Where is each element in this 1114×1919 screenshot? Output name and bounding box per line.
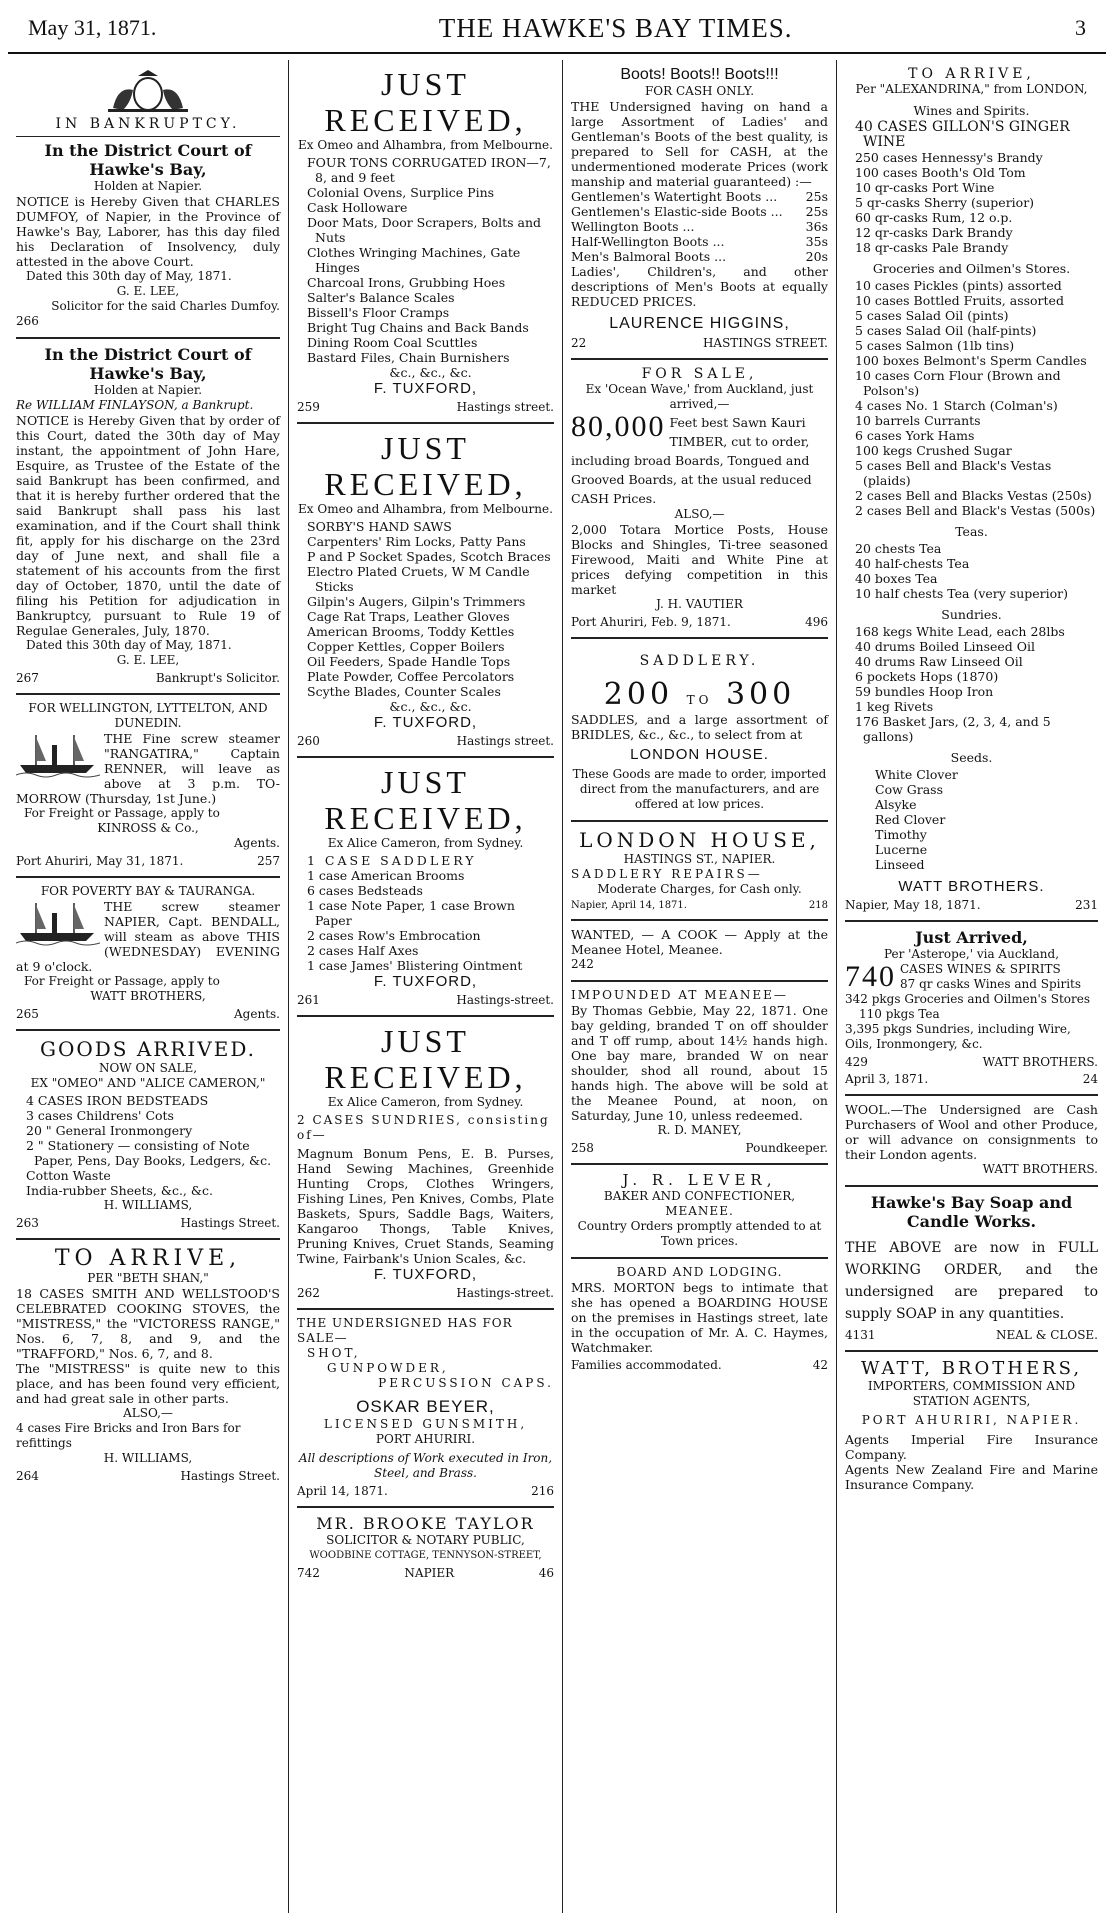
column-4 — [836, 60, 1106, 1913]
goods-item: Cow Grass — [875, 782, 944, 797]
goods-item: India-rubber Sheets, &c., &c. — [26, 1183, 213, 1198]
goods-item: 40 drums Boiled Linseed Oil — [855, 639, 1036, 654]
section-heading: Teas. — [955, 524, 988, 539]
shipping-rangatira — [16, 695, 280, 878]
ad-title: TO ARRIVE, — [908, 66, 1035, 82]
gunsmith-ad — [297, 1310, 554, 1508]
sailing-body: THE screw steamer NAPIER, Capt. BENDALL, will steam as above THIS (WEDNESDAY) EVENING at 9 o'clock. — [16, 899, 280, 974]
boots-ad — [571, 60, 828, 360]
goods-item: 100 boxes Belmont's Sperm Candles — [855, 353, 1087, 368]
goods-arrived-ad — [16, 1031, 280, 1240]
freight-line: For Freight or Passage, apply to — [24, 806, 220, 820]
issue-date: May 31, 1871. — [28, 15, 157, 40]
ad-number-2: 24 — [1082, 1072, 1098, 1086]
goods-item: 60 qr-casks Rum, 12 o.p. — [855, 210, 1013, 225]
goods-item: 6 cases Bedsteads — [307, 883, 423, 898]
goods-item: CASES WINES & SPIRITS — [900, 962, 1061, 976]
goods-item: 5 cases Salad Oil (half-pints) — [855, 323, 1037, 338]
ad-subtitle: NOW ON SALE, — [98, 1061, 198, 1075]
board-tail: Families accommodated. — [571, 1358, 722, 1372]
shipping-napier — [16, 878, 280, 1031]
goods-item: Dining Room Coal Scuttles — [307, 335, 478, 350]
ad-title: JUST RECEIVED, — [324, 764, 527, 836]
sundries-lead: 2 CASES SUNDRIES, consisting of— — [297, 1113, 550, 1142]
goods-item: 1 case James' Blistering Ointment — [307, 958, 523, 973]
ad-signer: R. D. MANEY, — [657, 1123, 742, 1137]
notice-signer: G. E. LEE, — [116, 653, 180, 667]
goods-item: 100 kegs Crushed Sugar — [855, 443, 1012, 458]
goods-item: Copper Kettles, Copper Boilers — [307, 639, 505, 654]
freight-line: For Freight or Passage, apply to — [24, 974, 220, 988]
london-house-ad — [571, 822, 828, 921]
goods-item: Bissell's Floor Cramps — [307, 305, 450, 320]
goods-item: Scythe Blades, Counter Scales — [307, 684, 501, 699]
range-to: 300 — [725, 677, 796, 712]
ad-subtitle: FOR CASH ONLY. — [644, 84, 755, 98]
goods-item: 4 cases No. 1 Starch (Colman's) — [855, 398, 1058, 413]
goods-item: Lucerne — [875, 842, 928, 857]
ad-number: 496 — [805, 615, 828, 629]
agents-label: Agents. — [234, 836, 280, 850]
sundries-body: Magnum Bonum Pens, E. B. Purses, Hand Sewing Machines, Greenhide Hunting Crops, Clothes Wringers, Fishing Lines, Pen Knives, Combs, Plate Baskets, Spurs, Saddle Bags, Waiters, Kangaroo Thongs, Table Knives, Pruning Knives, Cruet Stands, Seaming Twine, Fairbank's Union Scales, &c. — [297, 1146, 554, 1266]
goods-item: 1 keg Rivets — [855, 699, 934, 714]
ad-number: 42 — [812, 1358, 828, 1372]
ad-title: Just Arrived, — [915, 928, 1028, 947]
agent-name: KINROSS & Co., — [97, 821, 199, 835]
wool-ad — [845, 1096, 1098, 1187]
goods-item: Bastard Files, Chain Burnishers — [307, 350, 510, 365]
gunsmith-lead: THE UNDERSIGNED HAS FOR SALE— — [297, 1316, 513, 1345]
gunsmith-role: LICENSED GUNSMITH, — [323, 1417, 528, 1431]
ad-place-date: Napier, May 18, 1871. — [845, 898, 981, 912]
columns — [8, 60, 1106, 1913]
goods-item: 59 bundles Hoop Iron — [855, 684, 994, 699]
goods-item: 5 cases Salmon (1lb tins) — [855, 338, 1015, 353]
goods-item: Cask Holloware — [307, 200, 408, 215]
goods-item: 20 " General Ironmongery — [26, 1123, 193, 1138]
goods-item: 40 drums Raw Linseed Oil — [855, 654, 1023, 669]
bankruptcy-notice-2 — [16, 339, 280, 695]
goods-item: 2 cases Row's Embrocation — [307, 928, 481, 943]
baker-name: J. R. LEVER, — [622, 1171, 777, 1189]
price-row: Gentlemen's Elastic-side Boots ... 25s — [571, 204, 828, 219]
range-to-word: TO — [686, 693, 713, 707]
ad-number: 22 — [571, 336, 587, 350]
cook-body: WANTED, — A COOK — Apply at the Meanee Hotel, Meanee. — [571, 927, 828, 957]
goods-item: 176 Basket Jars, (2, 3, 4, and 5 gallons) — [855, 714, 1051, 744]
goods-item: 87 qr casks Wines and Spirits — [900, 977, 1082, 991]
goods-item: 100 cases Booth's Old Tom — [855, 165, 1026, 180]
goods-item: Gilpin's Augers, Gilpin's Trimmers — [307, 594, 526, 609]
notice-signer: G. E. LEE, — [116, 284, 180, 298]
goods-item: Cotton Waste — [26, 1168, 111, 1183]
ad-title: JUST RECEIVED, — [324, 66, 527, 138]
wool-body: WOOL.—The Undersigned are Cash Purchasers of Wool and other Produce, or will advance on consignments to their London agents. — [845, 1102, 1098, 1162]
notice-body: NOTICE is Hereby Given that by order of this Court, dated the 30th day of May instant, the appointment of John Hare, Esquire, as Trustee of the Estate of the said Bankrupt has been confirmed, and that it is hereby further ordered that the said Bankrupt shall pass his last examination, and if the Court shall think fit, apply for his discharge on the 23rd day of June next, and shall file a statement of his accounts from the first day of October, 1870, until the date of filing his Petition for adjudication in Bankruptcy, pursuant to Rule 19 of Regulae Generales, July, 1870. — [16, 413, 280, 638]
goods-item: Oil Feeders, Spade Handle Tops — [307, 654, 511, 669]
goods-item: 5 qr-casks Sherry (superior) — [855, 195, 1035, 210]
masthead — [28, 6, 1086, 50]
goods-item: Timothy — [875, 827, 927, 842]
goods-item: 3,395 pkgs Sundries, including Wire, Oils, Ironmongery, &c. — [845, 1022, 1071, 1051]
boots-body: THE Undersigned having on hand a large Assortment of Ladies' and Gentleman's Boots of the best quality, is prepared to Sell for CASH, at the undermentioned moderate Prices (work manship and material guaranteed) :— — [571, 99, 828, 189]
goods-item: &c., &c., &c. — [389, 365, 472, 380]
repairs-charges: Moderate Charges, for Cash only. — [597, 882, 802, 896]
ad-number: 262 — [297, 1286, 320, 1300]
timber-body-2: 2,000 Totara Mortice Posts, House Blocks and Shingles, Ti-tree seasoned Firewood, Maiti and White Pine at prices defying competition in this market — [571, 522, 828, 597]
saddlery-body: SADDLES, and a large assortment of BRIDLES, &c., &c., to select from at — [571, 712, 828, 742]
ad-number: 242 — [571, 957, 594, 971]
ad-number: 261 — [297, 993, 320, 1007]
ad-signer: WATT BROTHERS. — [898, 878, 1045, 895]
ad-signer: F. TUXFORD, — [373, 714, 478, 731]
gunsmith-name: OSKAR BEYER, — [356, 1397, 495, 1416]
ad-number-2: 46 — [538, 1566, 554, 1580]
ad-ex-line: Ex 'Ocean Wave,' from Auckland, just arrived,— — [585, 382, 814, 411]
goods-item: American Brooms, Toddy Kettles — [307, 624, 515, 639]
cases-quantity: 740 — [845, 960, 896, 993]
royal-crest-icon — [93, 68, 203, 114]
saddle-range — [571, 677, 828, 712]
ad-signer: WATT BROTHERS. — [982, 1055, 1098, 1069]
stoves-extra: 4 cases Fire Bricks and Iron Bars for refittings — [16, 1421, 241, 1450]
boots-price-list — [571, 189, 828, 264]
ad-signer: F. TUXFORD, — [373, 380, 478, 397]
goods-item: 10 qr-casks Port Wine — [855, 180, 995, 195]
baker-role: BAKER AND CONFECTIONER, — [603, 1189, 796, 1203]
sailing-place-date: Port Ahuriri, May 31, 1871. — [16, 854, 184, 868]
price-row: Wellington Boots ... 36s — [571, 219, 828, 234]
timber-quantity: 80,000 — [571, 410, 666, 443]
ad-number: 258 — [571, 1141, 594, 1155]
goods-item: Clothes Wringing Machines, Gate Hinges — [307, 245, 521, 275]
ad-number: 429 — [845, 1055, 868, 1069]
goods-item: Plate Powder, Coffee Percolators — [307, 669, 515, 684]
solicitor-city: NAPIER — [404, 1566, 455, 1580]
ad-number: 263 — [16, 1216, 39, 1230]
route-heading: FOR POVERTY BAY & TAURANGA. — [40, 884, 256, 898]
price-row: Men's Balmoral Boots ... 20s — [571, 249, 828, 264]
ad-title: SADDLERY. — [639, 653, 760, 669]
repairs-line: SADDLERY REPAIRS— — [571, 867, 763, 881]
ad-street: Hastings-street. — [456, 1286, 554, 1300]
ad-per-line: PER "BETH SHAN," — [87, 1271, 209, 1285]
range-from: 200 — [603, 677, 674, 712]
gunsmith-desc: All descriptions of Work executed in Iron, Steel, and Brass. — [298, 1451, 553, 1480]
goods-item: 250 cases Hennessy's Brandy — [855, 150, 1043, 165]
notice-dated: Dated this 30th day of May, 1871. — [26, 638, 232, 652]
court-holden: Holden at Napier. — [93, 383, 203, 397]
ad-ex-line: Ex Omeo and Alhambra, from Melbourne. — [298, 138, 553, 152]
wanted-cook-ad — [571, 921, 828, 982]
goods-item: 5 cases Salad Oil (pints) — [855, 308, 1009, 323]
bankruptcy-notice-1 — [16, 60, 280, 339]
store-address: HASTINGS ST., NAPIER. — [623, 852, 776, 866]
goods-item: 1 CASE SADDLERY — [307, 853, 477, 868]
goods-item: 168 kegs White Lead, each 28lbs — [855, 624, 1065, 639]
goods-item: 1 case Note Paper, 1 case Brown Paper — [307, 898, 515, 928]
solicitor-ad — [297, 1508, 554, 1588]
notice-body: NOTICE is Hereby Given that CHARLES DUMFOY, of Napier, in the Province of Hawke's Bay, Laborer, has this day filed his Declaration of Insolvency, duly attested in the above Court. — [16, 194, 280, 269]
bankruptcy-label: IN BANKRUPTCY. — [55, 116, 241, 132]
board-body: MRS. MORTON begs to intimate that she has opened a BOARDING HOUSE on the premises in Hastings street, late in the occupation of Mr. A. C. Haymes, Watchmaker. — [571, 1280, 828, 1355]
notice-role: Bankrupt's Solicitor. — [155, 671, 280, 685]
goods-item: 10 cases Pickles (pints) assorted — [855, 278, 1062, 293]
soap-body: THE ABOVE are now in FULL WORKING ORDER, and the undersigned are prepared to supply SOAP in any quantities. — [845, 1240, 1098, 1322]
notice-role: Solicitor for the said Charles Dumfoy. — [51, 299, 280, 313]
goods-item: Colonial Ovens, Surplice Pins — [307, 185, 495, 200]
stoves-body: 18 CASES SMITH AND WELLSTOOD'S CELEBRATED COOKING STOVES, the "MISTRESS," the "VICTORESS RANGE," Nos. 6, 7, 8, and 9, and the "TRAFFORD," Nos. 6, 7, and 8. — [16, 1286, 280, 1361]
ad-signer: LAURENCE HIGGINS, — [609, 315, 790, 332]
goods-item: &c., &c., &c. — [389, 699, 472, 714]
goods-item: Cage Rat Traps, Leather Gloves — [307, 609, 510, 624]
goods-item: 342 pkgs Groceries and Oilmen's Stores — [845, 992, 1090, 1006]
to-arrive-stoves-ad — [16, 1240, 280, 1491]
store-name: LONDON HOUSE. — [630, 746, 769, 763]
solicitor-name: MR. BROOKE TAYLOR — [316, 1514, 535, 1533]
ad-street: Hastings Street. — [180, 1216, 280, 1230]
ad-role: Poundkeeper. — [745, 1141, 828, 1155]
board-lodging-ad — [571, 1259, 828, 1380]
goods-item: White Clover — [875, 767, 958, 782]
saddlery-ad — [571, 639, 828, 822]
goods-item: 110 pkgs Tea — [859, 1007, 940, 1021]
goods-item: FOUR TONS CORRUGATED IRON—7, 8, and 9 feet — [307, 155, 551, 185]
ad-signer: H. WILLIAMS, — [103, 1451, 193, 1465]
ad-street: Hastings street. — [456, 400, 554, 414]
column-1 — [8, 60, 288, 1913]
also-label: ALSO,— — [674, 507, 725, 521]
page-number: 3 — [1074, 15, 1086, 40]
goods-item: 40 CASES GILLON'S GINGER WINE — [855, 119, 1070, 150]
goods-item: Bright Tug Chains and Back Bands — [307, 320, 529, 335]
solicitor-role: SOLICITOR & NOTARY PUBLIC, — [326, 1533, 525, 1547]
price-row: Gentlemen's Watertight Boots ... 25s — [571, 189, 828, 204]
ad-date: April 3, 1871. — [845, 1072, 929, 1086]
route-heading: FOR WELLINGTON, LYTTELTON, AND DUNEDIN. — [28, 701, 268, 730]
goods-item: Linseed — [875, 857, 925, 872]
pound-body: By Thomas Gebbie, May 22, 1871. One bay gelding, branded T on off shoulder and T off rump, about 14½ hands high. One bay mare, branded W on near shoulder, shod all round, about 15 hands high. The above will be sold at the Meanee Pound, at noon, on Saturday, June 10, unless redeemed. — [571, 1003, 828, 1123]
goods-item: 12 qr-casks Dark Brandy — [855, 225, 1013, 240]
newspaper-title: THE HAWKE'S BAY TIMES. — [438, 12, 793, 43]
section-heading: Seeds. — [950, 750, 993, 765]
section-heading: Groceries and Oilmen's Stores. — [872, 261, 1071, 276]
court-holden: Holden at Napier. — [93, 179, 203, 193]
notice-number: 266 — [16, 314, 39, 328]
just-arrived-asterope-ad — [845, 922, 1098, 1096]
goods-item: 18 qr-casks Pale Brandy — [855, 240, 1009, 255]
ad-street: Hastings Street. — [180, 1469, 280, 1483]
baker-ad — [571, 1165, 828, 1259]
goods-item: 4 CASES IRON BEDSTEADS — [26, 1093, 209, 1108]
ad-number: 264 — [16, 1469, 39, 1483]
goods-item: 2 " Stationery — consisting of Note Paper, Pens, Day Books, Ledgers, &c. — [26, 1138, 272, 1168]
goods-item: 2 cases Bell and Blacks Vestas (250s) — [855, 488, 1092, 503]
agent-name: WATT BROTHERS, — [90, 989, 206, 1003]
ad-title: Hawke's Bay Soap and Candle Works. — [870, 1193, 1073, 1231]
ad-title: JUST RECEIVED, — [324, 1023, 527, 1095]
ad-signer: NEAL & CLOSE. — [996, 1328, 1098, 1342]
goods-item: 10 cases Corn Flour (Brown and Polson's) — [855, 368, 1061, 398]
ad-number: 259 — [297, 400, 320, 414]
to-arrive-alexandrina-ad — [845, 60, 1098, 922]
notice-number: 267 — [16, 671, 39, 685]
stoves-note: The "MISTRESS" is quite new to this place, and has been found very efficient, and had great sale in other parts. — [16, 1361, 280, 1406]
ad-signer: H. WILLIAMS, — [103, 1198, 193, 1212]
column-2 — [288, 60, 562, 1913]
ad-ex-line: Ex Omeo and Alhambra, from Melbourne. — [298, 502, 553, 516]
goods-item: Salter's Balance Scales — [307, 290, 455, 305]
firm-place: PORT AHURIRI, NAPIER. — [861, 1413, 1082, 1427]
just-received-ad-3 — [297, 758, 554, 1017]
ad-ex-line: EX "OMEO" AND "ALICE CAMERON," — [30, 1076, 266, 1090]
goods-item: Carpenters' Rim Locks, Patty Pans — [307, 534, 526, 549]
firm-name: WATT, BROTHERS, — [860, 1358, 1083, 1379]
ad-title: TO ARRIVE, — [54, 1246, 242, 1271]
gunsmith-item: GUNPOWDER, — [327, 1361, 449, 1375]
goods-item: 10 half chests Tea (very superior) — [855, 586, 1069, 601]
ad-title: FOR SALE, — [641, 366, 758, 382]
ad-number: 218 — [808, 900, 828, 911]
ad-street: Hastings-street. — [456, 993, 554, 1007]
ad-signer: WATT BROTHERS. — [982, 1162, 1098, 1176]
goods-item: 10 cases Bottled Fruits, assorted — [855, 293, 1064, 308]
court-heading: In the District Court of Hawke's Bay, — [44, 345, 252, 383]
just-received-ad-4 — [297, 1017, 554, 1310]
saddlery-body-2: These Goods are made to order, imported direct from the manufacturers, and are offered at low prices. — [572, 767, 827, 811]
ad-number: 216 — [531, 1484, 554, 1498]
ad-per-line: Per "ALEXANDRINA," from LONDON, — [855, 82, 1088, 96]
ad-number: 257 — [257, 854, 280, 868]
goods-item: 10 barrels Currants — [855, 413, 981, 428]
steamship-icon — [16, 899, 100, 947]
goods-item: 40 boxes Tea — [855, 571, 938, 586]
firm-agents-1: Agents Imperial Fire Insurance Company. — [845, 1432, 1098, 1462]
solicitor-address: WOODBINE COTTAGE, TENNYSON-STREET, — [309, 1550, 542, 1561]
ad-title: LONDON HOUSE, — [579, 828, 820, 852]
baker-note: Country Orders promptly attended to at Town prices. — [577, 1219, 822, 1248]
ad-number: 265 — [16, 1007, 39, 1021]
ad-date: Napier, April 14, 1871. — [571, 900, 687, 911]
ad-signer: F. TUXFORD, — [373, 1266, 478, 1283]
firm-agents-2: Agents New Zealand Fire and Marine Insurance Company. — [845, 1462, 1098, 1492]
ad-date: April 14, 1871. — [297, 1484, 388, 1498]
just-received-ad-2 — [297, 424, 554, 758]
ad-ex-line: Ex Alice Cameron, from Sydney. — [327, 1095, 524, 1109]
ad-number: 742 — [297, 1566, 320, 1580]
goods-item: SORBY'S HAND SAWS — [307, 519, 452, 534]
goods-item: 6 pockets Hops (1870) — [855, 669, 999, 684]
column-3 — [562, 60, 836, 1913]
ad-title: Boots! Boots!! Boots!!! — [620, 66, 779, 83]
ad-street: HASTINGS STREET. — [702, 336, 828, 350]
gunsmith-item: PERCUSSION CAPS. — [378, 1376, 554, 1390]
goods-item: 6 cases York Hams — [855, 428, 975, 443]
ad-signer: F. TUXFORD, — [373, 973, 478, 990]
also-label: ALSO,— — [123, 1406, 173, 1420]
soap-works-ad — [845, 1187, 1098, 1352]
sailing-body: THE Fine screw steamer "RANGATIRA," Captain RENNER, will leave as above at 3 p.m. TO-MORROW (Thursday, 1st June.) — [16, 731, 280, 806]
timber-body: Feet best Sawn Kauri TIMBER, cut to order, including broad Boards, Tongued and Grooved Boards, at the usual reduced CASH Prices. — [571, 415, 812, 506]
goods-item: Alsyke — [875, 797, 917, 812]
steamship-icon — [16, 731, 100, 779]
gunsmith-place: PORT AHURIRI. — [375, 1432, 476, 1446]
watt-brothers-ad — [845, 1352, 1098, 1500]
ad-number: 4131 — [845, 1328, 876, 1342]
goods-item: Red Clover — [875, 812, 946, 827]
court-heading: In the District Court of Hawke's Bay, — [44, 141, 252, 179]
ad-place-date: Port Ahuriri, Feb. 9, 1871. — [571, 615, 731, 629]
ad-ex-line: Ex Alice Cameron, from Sydney. — [327, 836, 524, 850]
ad-number: 231 — [1075, 898, 1098, 912]
ad-title: BOARD AND LODGING. — [616, 1265, 783, 1279]
goods-item: Electro Plated Cruets, W M Candle Sticks — [307, 564, 530, 594]
goods-item: 2 cases Half Axes — [307, 943, 419, 958]
goods-item: Door Mats, Door Scrapers, Bolts and Nuts — [307, 215, 542, 245]
ad-street: Hastings street. — [456, 734, 554, 748]
goods-item: Charcoal Irons, Grubbing Hoes — [307, 275, 506, 290]
bankrupt-re: Re WILLIAM FINLAYSON, a Bankrupt. — [16, 398, 254, 412]
price-row: Half-Wellington Boots ... 35s — [571, 234, 828, 249]
gunsmith-item: SHOT, — [307, 1346, 361, 1360]
goods-item: P and P Socket Spades, Scotch Braces — [307, 549, 551, 564]
ad-title: JUST RECEIVED, — [324, 430, 527, 502]
just-received-ad-1 — [297, 60, 554, 424]
agents-label: Agents. — [234, 1007, 280, 1021]
baker-place: MEANEE. — [665, 1204, 734, 1218]
firm-role: IMPORTERS, COMMISSION AND STATION AGENTS, — [867, 1379, 1076, 1408]
ad-signer: J. H. VAUTIER — [656, 597, 743, 611]
goods-item: 3 cases Childrens' Cots — [26, 1108, 174, 1123]
goods-item: 5 cases Bell and Black's Vestas (plaids) — [855, 458, 1052, 488]
impounded-ad — [571, 982, 828, 1165]
ad-per-line: Per 'Asterope,' via Auckland, — [883, 947, 1060, 961]
section-heading: Wines and Spirits. — [913, 103, 1030, 118]
section-heading: Sundries. — [941, 607, 1002, 622]
goods-item: 40 half-chests Tea — [855, 556, 970, 571]
timber-sale-ad — [571, 360, 828, 639]
ad-title: IMPOUNDED AT MEANEE— — [571, 988, 788, 1002]
notice-dated: Dated this 30th day of May, 1871. — [26, 269, 232, 283]
goods-item: 20 chests Tea — [855, 541, 942, 556]
ad-title: GOODS ARRIVED. — [39, 1037, 257, 1061]
ad-number: 260 — [297, 734, 320, 748]
goods-item: 1 case American Brooms — [307, 868, 465, 883]
boots-tail: Ladies', Children's, and other descriptions of Men's Boots at equally REDUCED PRICES. — [571, 264, 828, 309]
masthead-rule — [8, 52, 1106, 54]
goods-item: 2 cases Bell and Black's Vestas (500s) — [855, 503, 1096, 518]
